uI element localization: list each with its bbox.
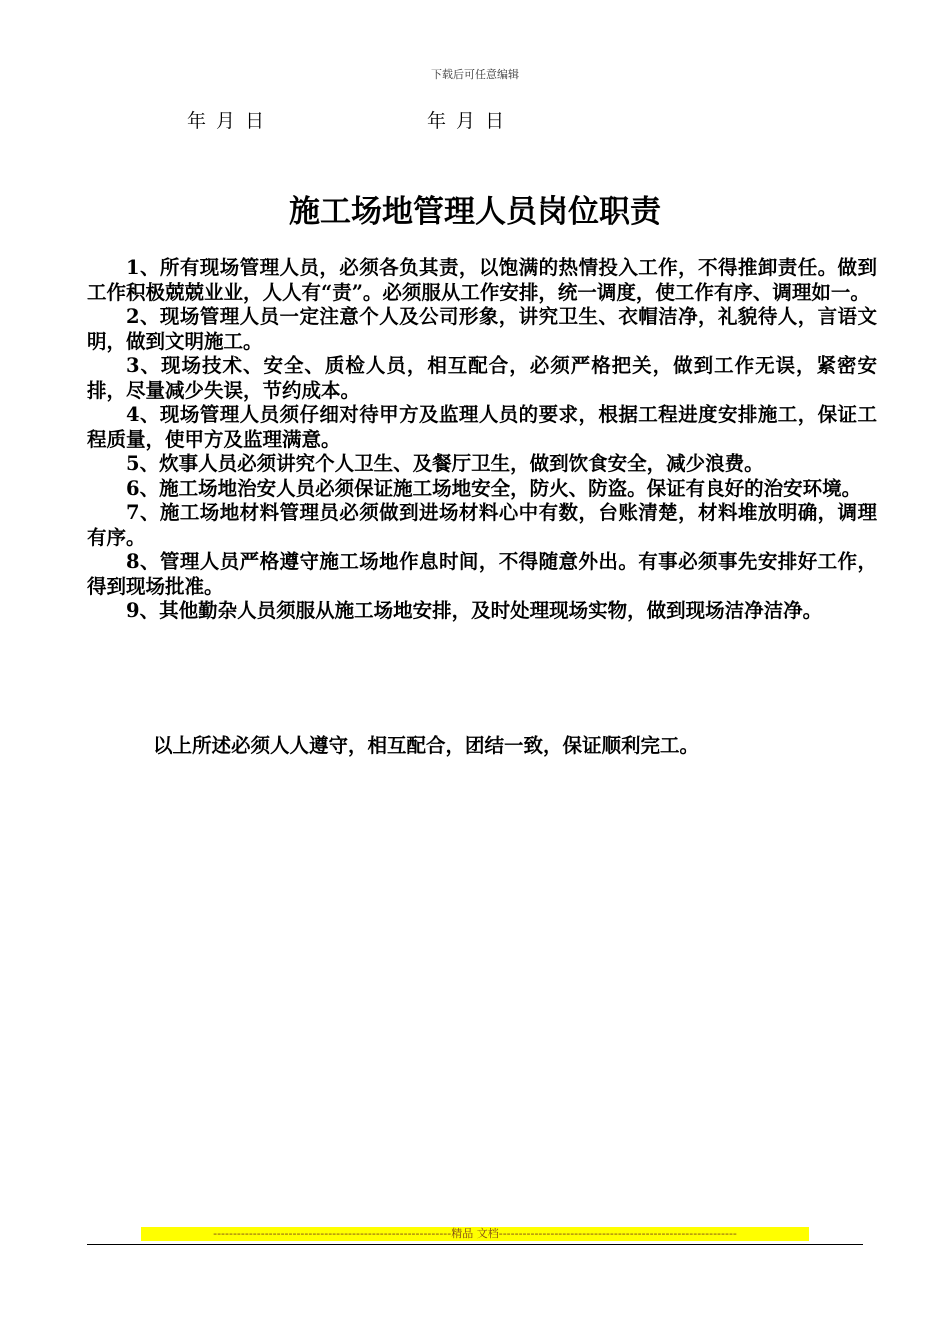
footer-rule bbox=[87, 1244, 863, 1245]
paragraph-9: 9、其他勤杂人员须服从施工场地安排，及时处理现场实物，做到现场洁净洁净。 bbox=[126, 599, 823, 622]
paragraph-6: 6、施工场地治安人员必须保证施工场地安全，防火、防盗。保证有良好的治安环境。 bbox=[126, 476, 862, 500]
date-left: 年 月 日 bbox=[187, 110, 267, 132]
paragraph-1: 1、所有现场管理人员，必须各负其责，以饱满的热情投入工作，不得推卸责任。做到工作积极兢兢业业，人人有“责”。必须服从工作安排，统一调度，使工作有序、调理如一。 bbox=[87, 256, 877, 304]
closing-statement: 以上所述必须人人遵守，相互配合，团结一致，保证顺利完工。 bbox=[153, 734, 700, 757]
paragraph-7: 7、施工场地材料管理员必须做到进场材料心中有数，台账清楚，材料堆放明确，调理有序。 bbox=[87, 501, 877, 549]
paragraph-4: 4、现场管理人员须仔细对待甲方及监理人员的要求，根据工程进度安排施工，保证工程质量，使甲方及监理满意。 bbox=[87, 403, 877, 451]
document-title: 施工场地管理人员岗位职责 bbox=[289, 194, 661, 230]
footer-banner: ------------------------------------------------------------精品 文档------------------------------------------------------------ bbox=[141, 1227, 809, 1241]
paragraph-2: 2、现场管理人员一定注意个人及公司形象，讲究卫生、衣帽洁净，礼貌待人，言语文明，做到文明施工。 bbox=[87, 305, 877, 353]
document-body bbox=[87, 256, 877, 624]
date-right: 年 月 日 bbox=[427, 110, 507, 132]
paragraph-3: 3、现场技术、安全、质检人员，相互配合，必须严格把关，做到工作无误，紧密安排，尽量减少失误，节约成本。 bbox=[87, 354, 877, 402]
paragraph-8: 8、管理人员严格遵守施工场地作息时间，不得随意外出。有事必须事先安排好工作，得到现场批准。 bbox=[87, 550, 877, 598]
header-note: 下载后可任意编辑 bbox=[431, 68, 519, 81]
paragraph-5: 5、炊事人员必须讲究个人卫生、及餐厅卫生，做到饮食安全，减少浪费。 bbox=[126, 452, 764, 475]
